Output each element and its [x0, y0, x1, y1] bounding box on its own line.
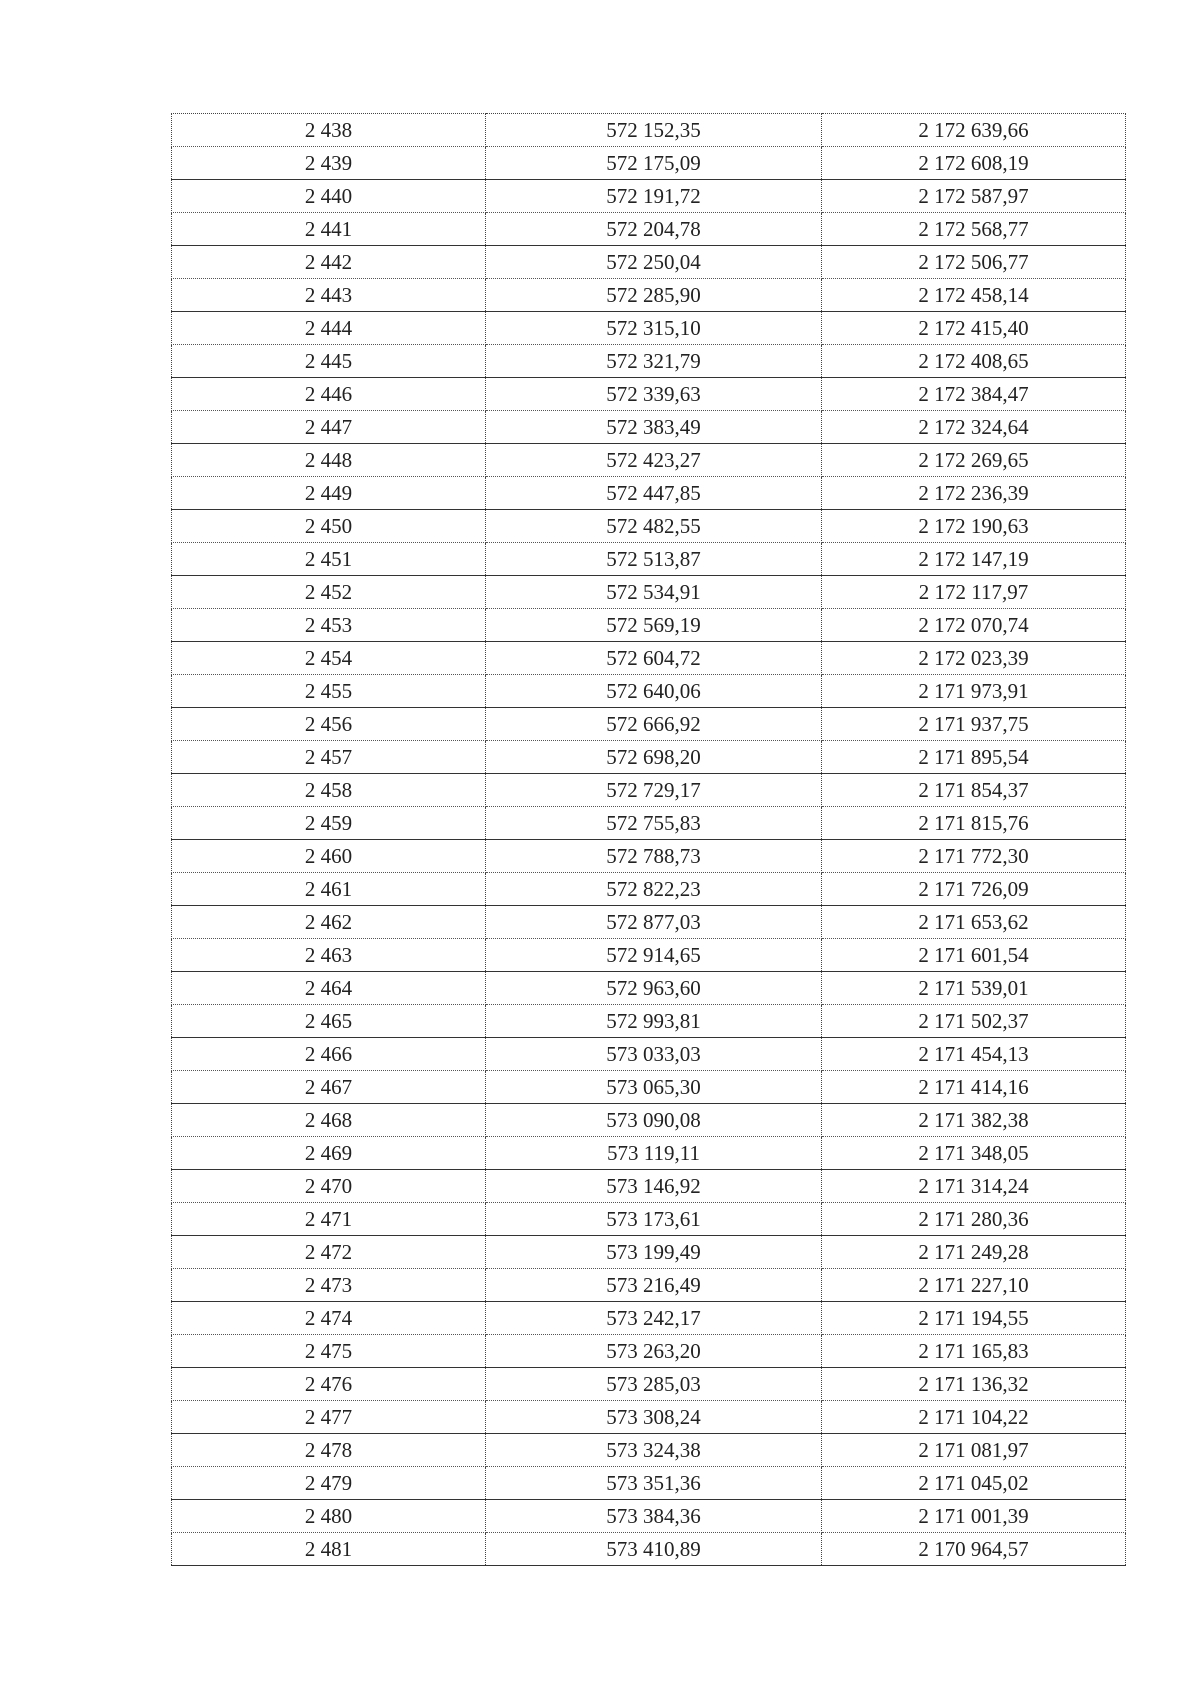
coordinates-table-body	[172, 114, 1126, 1566]
x-coordinate-cell: 572 914,65	[486, 939, 822, 972]
x-coordinate-cell: 573 242,17	[486, 1302, 822, 1335]
y-coordinate-cell: 2 172 506,77	[822, 246, 1126, 279]
table-row	[172, 1071, 1126, 1104]
y-coordinate-cell: 2 172 023,39	[822, 642, 1126, 675]
point-number-cell: 2 467	[172, 1071, 486, 1104]
table-row	[172, 1269, 1126, 1302]
y-coordinate-cell: 2 171 414,16	[822, 1071, 1126, 1104]
table-row	[172, 1236, 1126, 1269]
point-number-cell: 2 471	[172, 1203, 486, 1236]
point-number-cell: 2 442	[172, 246, 486, 279]
y-coordinate-cell: 2 172 147,19	[822, 543, 1126, 576]
x-coordinate-cell: 572 152,35	[486, 114, 822, 147]
point-number-cell: 2 473	[172, 1269, 486, 1302]
point-number-cell: 2 475	[172, 1335, 486, 1368]
x-coordinate-cell: 572 175,09	[486, 147, 822, 180]
table-row	[172, 972, 1126, 1005]
y-coordinate-cell: 2 171 165,83	[822, 1335, 1126, 1368]
point-number-cell: 2 462	[172, 906, 486, 939]
x-coordinate-cell: 572 250,04	[486, 246, 822, 279]
point-number-cell: 2 463	[172, 939, 486, 972]
x-coordinate-cell: 572 191,72	[486, 180, 822, 213]
x-coordinate-cell: 573 384,36	[486, 1500, 822, 1533]
table-row	[172, 147, 1126, 180]
y-coordinate-cell: 2 171 081,97	[822, 1434, 1126, 1467]
point-number-cell: 2 478	[172, 1434, 486, 1467]
table-row	[172, 1203, 1126, 1236]
table-row	[172, 939, 1126, 972]
y-coordinate-cell: 2 171 772,30	[822, 840, 1126, 873]
point-number-cell: 2 447	[172, 411, 486, 444]
x-coordinate-cell: 572 513,87	[486, 543, 822, 576]
x-coordinate-cell: 572 963,60	[486, 972, 822, 1005]
x-coordinate-cell: 573 263,20	[486, 1335, 822, 1368]
x-coordinate-cell: 572 383,49	[486, 411, 822, 444]
y-coordinate-cell: 2 172 236,39	[822, 477, 1126, 510]
table-row	[172, 114, 1126, 147]
point-number-cell: 2 464	[172, 972, 486, 1005]
x-coordinate-cell: 572 285,90	[486, 279, 822, 312]
y-coordinate-cell: 2 172 070,74	[822, 609, 1126, 642]
x-coordinate-cell: 573 173,61	[486, 1203, 822, 1236]
table-row	[172, 873, 1126, 906]
x-coordinate-cell: 572 569,19	[486, 609, 822, 642]
table-row	[172, 1401, 1126, 1434]
x-coordinate-cell: 572 877,03	[486, 906, 822, 939]
table-row	[172, 444, 1126, 477]
y-coordinate-cell: 2 172 415,40	[822, 312, 1126, 345]
table-row	[172, 807, 1126, 840]
table-row	[172, 840, 1126, 873]
table-row	[172, 1335, 1126, 1368]
point-number-cell: 2 479	[172, 1467, 486, 1500]
point-number-cell: 2 438	[172, 114, 486, 147]
point-number-cell: 2 459	[172, 807, 486, 840]
y-coordinate-cell: 2 172 190,63	[822, 510, 1126, 543]
y-coordinate-cell: 2 171 104,22	[822, 1401, 1126, 1434]
y-coordinate-cell: 2 171 815,76	[822, 807, 1126, 840]
y-coordinate-cell: 2 171 539,01	[822, 972, 1126, 1005]
y-coordinate-cell: 2 171 227,10	[822, 1269, 1126, 1302]
point-number-cell: 2 448	[172, 444, 486, 477]
table-row	[172, 1302, 1126, 1335]
y-coordinate-cell: 2 172 587,97	[822, 180, 1126, 213]
y-coordinate-cell: 2 172 608,19	[822, 147, 1126, 180]
point-number-cell: 2 458	[172, 774, 486, 807]
table-row	[172, 1038, 1126, 1071]
x-coordinate-cell: 572 788,73	[486, 840, 822, 873]
table-row	[172, 1368, 1126, 1401]
table-row	[172, 510, 1126, 543]
table-row	[172, 1500, 1126, 1533]
x-coordinate-cell: 573 119,11	[486, 1137, 822, 1170]
point-number-cell: 2 443	[172, 279, 486, 312]
x-coordinate-cell: 572 482,55	[486, 510, 822, 543]
x-coordinate-cell: 572 204,78	[486, 213, 822, 246]
x-coordinate-cell: 572 640,06	[486, 675, 822, 708]
table-row	[172, 312, 1126, 345]
y-coordinate-cell: 2 172 639,66	[822, 114, 1126, 147]
point-number-cell: 2 469	[172, 1137, 486, 1170]
y-coordinate-cell: 2 172 324,64	[822, 411, 1126, 444]
y-coordinate-cell: 2 171 502,37	[822, 1005, 1126, 1038]
x-coordinate-cell: 573 285,03	[486, 1368, 822, 1401]
point-number-cell: 2 444	[172, 312, 486, 345]
point-number-cell: 2 476	[172, 1368, 486, 1401]
x-coordinate-cell: 572 447,85	[486, 477, 822, 510]
table-row	[172, 246, 1126, 279]
table-row	[172, 213, 1126, 246]
table-row	[172, 1005, 1126, 1038]
y-coordinate-cell: 2 172 269,65	[822, 444, 1126, 477]
y-coordinate-cell: 2 171 001,39	[822, 1500, 1126, 1533]
y-coordinate-cell: 2 172 568,77	[822, 213, 1126, 246]
table-row	[172, 741, 1126, 774]
y-coordinate-cell: 2 171 348,05	[822, 1137, 1126, 1170]
y-coordinate-cell: 2 171 854,37	[822, 774, 1126, 807]
y-coordinate-cell: 2 170 964,57	[822, 1533, 1126, 1566]
x-coordinate-cell: 572 423,27	[486, 444, 822, 477]
y-coordinate-cell: 2 171 136,32	[822, 1368, 1126, 1401]
y-coordinate-cell: 2 172 384,47	[822, 378, 1126, 411]
x-coordinate-cell: 572 315,10	[486, 312, 822, 345]
y-coordinate-cell: 2 171 937,75	[822, 708, 1126, 741]
table-row	[172, 1467, 1126, 1500]
table-row	[172, 708, 1126, 741]
point-number-cell: 2 457	[172, 741, 486, 774]
x-coordinate-cell: 573 146,92	[486, 1170, 822, 1203]
point-number-cell: 2 453	[172, 609, 486, 642]
y-coordinate-cell: 2 171 601,54	[822, 939, 1126, 972]
point-number-cell: 2 477	[172, 1401, 486, 1434]
x-coordinate-cell: 572 822,23	[486, 873, 822, 906]
point-number-cell: 2 450	[172, 510, 486, 543]
point-number-cell: 2 474	[172, 1302, 486, 1335]
y-coordinate-cell: 2 171 280,36	[822, 1203, 1126, 1236]
point-number-cell: 2 465	[172, 1005, 486, 1038]
point-number-cell: 2 445	[172, 345, 486, 378]
x-coordinate-cell: 572 604,72	[486, 642, 822, 675]
point-number-cell: 2 481	[172, 1533, 486, 1566]
table-row	[172, 1170, 1126, 1203]
x-coordinate-cell: 573 065,30	[486, 1071, 822, 1104]
point-number-cell: 2 461	[172, 873, 486, 906]
x-coordinate-cell: 572 729,17	[486, 774, 822, 807]
point-number-cell: 2 456	[172, 708, 486, 741]
point-number-cell: 2 460	[172, 840, 486, 873]
point-number-cell: 2 446	[172, 378, 486, 411]
table-row	[172, 378, 1126, 411]
table-row	[172, 675, 1126, 708]
table-row	[172, 1533, 1126, 1566]
table-row	[172, 180, 1126, 213]
y-coordinate-cell: 2 171 314,24	[822, 1170, 1126, 1203]
point-number-cell: 2 468	[172, 1104, 486, 1137]
x-coordinate-cell: 573 308,24	[486, 1401, 822, 1434]
table-row	[172, 411, 1126, 444]
x-coordinate-cell: 573 199,49	[486, 1236, 822, 1269]
point-number-cell: 2 451	[172, 543, 486, 576]
table-row	[172, 1137, 1126, 1170]
x-coordinate-cell: 572 666,92	[486, 708, 822, 741]
table-row	[172, 279, 1126, 312]
point-number-cell: 2 449	[172, 477, 486, 510]
y-coordinate-cell: 2 171 895,54	[822, 741, 1126, 774]
y-coordinate-cell: 2 171 653,62	[822, 906, 1126, 939]
point-number-cell: 2 440	[172, 180, 486, 213]
x-coordinate-cell: 572 321,79	[486, 345, 822, 378]
coordinates-table	[171, 113, 1126, 1566]
point-number-cell: 2 455	[172, 675, 486, 708]
x-coordinate-cell: 573 410,89	[486, 1533, 822, 1566]
table-row	[172, 477, 1126, 510]
y-coordinate-cell: 2 172 117,97	[822, 576, 1126, 609]
y-coordinate-cell: 2 171 973,91	[822, 675, 1126, 708]
table-row	[172, 906, 1126, 939]
point-number-cell: 2 480	[172, 1500, 486, 1533]
x-coordinate-cell: 573 033,03	[486, 1038, 822, 1071]
x-coordinate-cell: 572 755,83	[486, 807, 822, 840]
point-number-cell: 2 439	[172, 147, 486, 180]
point-number-cell: 2 441	[172, 213, 486, 246]
point-number-cell: 2 454	[172, 642, 486, 675]
x-coordinate-cell: 573 216,49	[486, 1269, 822, 1302]
y-coordinate-cell: 2 172 458,14	[822, 279, 1126, 312]
y-coordinate-cell: 2 171 249,28	[822, 1236, 1126, 1269]
table-row	[172, 774, 1126, 807]
x-coordinate-cell: 573 324,38	[486, 1434, 822, 1467]
x-coordinate-cell: 572 993,81	[486, 1005, 822, 1038]
point-number-cell: 2 452	[172, 576, 486, 609]
point-number-cell: 2 472	[172, 1236, 486, 1269]
y-coordinate-cell: 2 171 382,38	[822, 1104, 1126, 1137]
table-row	[172, 345, 1126, 378]
table-row	[172, 1434, 1126, 1467]
table-row	[172, 543, 1126, 576]
y-coordinate-cell: 2 171 454,13	[822, 1038, 1126, 1071]
x-coordinate-cell: 572 339,63	[486, 378, 822, 411]
table-row	[172, 576, 1126, 609]
y-coordinate-cell: 2 171 726,09	[822, 873, 1126, 906]
y-coordinate-cell: 2 171 045,02	[822, 1467, 1126, 1500]
point-number-cell: 2 466	[172, 1038, 486, 1071]
table-row	[172, 642, 1126, 675]
y-coordinate-cell: 2 172 408,65	[822, 345, 1126, 378]
point-number-cell: 2 470	[172, 1170, 486, 1203]
x-coordinate-cell: 573 090,08	[486, 1104, 822, 1137]
y-coordinate-cell: 2 171 194,55	[822, 1302, 1126, 1335]
table-row	[172, 1104, 1126, 1137]
x-coordinate-cell: 572 534,91	[486, 576, 822, 609]
x-coordinate-cell: 573 351,36	[486, 1467, 822, 1500]
x-coordinate-cell: 572 698,20	[486, 741, 822, 774]
table-row	[172, 609, 1126, 642]
